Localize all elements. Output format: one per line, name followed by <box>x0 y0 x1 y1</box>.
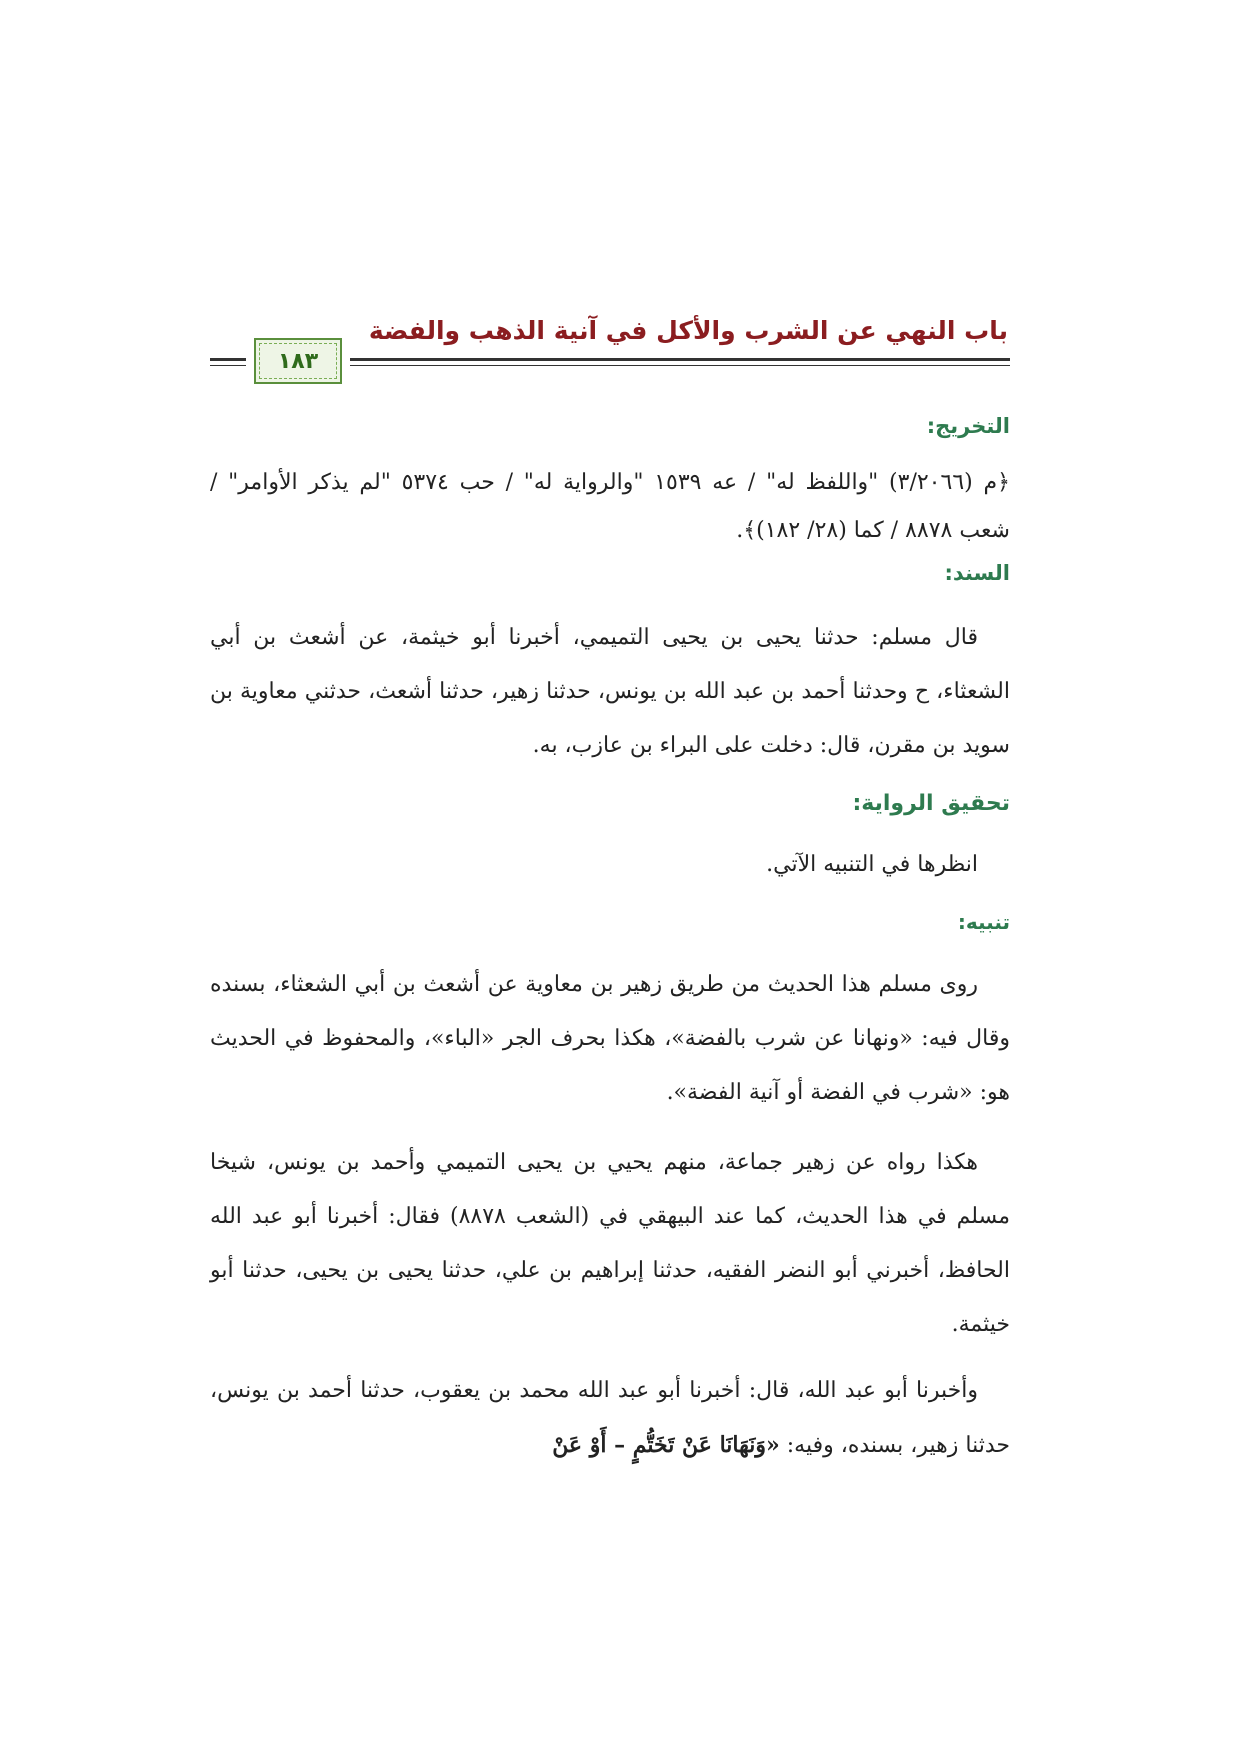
tanbih-paragraph-1: روى مسلم هذا الحديث من طريق زهير بن معاوية عن أشعث بن أبي الشعثاء، بسنده وقال فيه: «ونهانا عن شرب بالفضة»، هكذا بحرف الجر «الباء»، والمحفوظ في الحديث هو: «شرب في الفضة أو آنية الفضة». <box>210 971 1010 1105</box>
page-number: ١٨٣ <box>277 348 319 374</box>
takhrij-text: ﴿م (٣/٢٠٦٦) "واللفظ له" / عه ١٥٣٩ "والرواية له" / حب ٥٣٧٤ "لم يذكر الأوامر" / شعب ٨٨٧٨ / كما (٢٨/ ١٨٢)﴾. <box>210 470 1010 544</box>
header-rule-left-thick <box>210 358 246 361</box>
tahqiq-text: انظرها في التنبيه الآتي. <box>766 851 978 877</box>
header-rule-left-thin <box>210 365 246 366</box>
takhrij-heading: التخريج: <box>926 414 1010 438</box>
hadith-quote: «وَنَهَانَا عَنْ تَخَتُّمٍ – أَوْ عَنْ <box>552 1431 780 1458</box>
tahqiq-heading: تحقيق الرواية: <box>852 790 1010 816</box>
sanad-text: قال مسلم: حدثنا يحيى بن يحيى التميمي، أخبرنا أبو خيثمة، عن أشعث بن أبي الشعثاء، ح وحدثنا أحمد بن عبد الله بن يونس، حدثنا زهير، حدثنا أشعث، حدثني معاوية بن سويد بن مقرن، قال: دخلت على البراء بن عازب، به. <box>210 624 1010 758</box>
book-page <box>210 300 1010 1720</box>
page-number-frame <box>254 338 342 384</box>
header-rule-thick <box>350 358 1010 361</box>
tanbih-paragraph-3 <box>210 1364 1010 1473</box>
page-header <box>210 300 1010 380</box>
tanbih-heading: تنبيه: <box>957 909 1010 934</box>
page-body <box>210 410 1010 1473</box>
tanbih-paragraph-3-text: وأخبرنا أبو عبد الله، قال: أخبرنا أبو عبد الله محمد بن يعقوب، حدثنا أحمد بن يونس، حدثنا زهير، بسنده، وفيه: <box>210 1377 1010 1458</box>
sanad-heading: السند: <box>944 561 1010 586</box>
tanbih-paragraph-2: هكذا رواه عن زهير جماعة، منهم يحيي بن يحيى التميمي وأحمد بن يونس، شيخا مسلم في هذا الحديث، كما عند البيهقي في (الشعب ٨٨٧٨) فقال: أخبرنا أبو عبد الله الحافظ، أخبرني أبو النضر الفقيه، حدثنا إبراهيم بن علي، حدثنا يحيى بن يحيى، حدثنا أبو خيثمة. <box>210 1149 1010 1337</box>
chapter-title: باب النهي عن الشرب والأكل في آنية الذهب والفضة <box>368 316 1008 345</box>
header-rule-thin <box>350 365 1010 366</box>
